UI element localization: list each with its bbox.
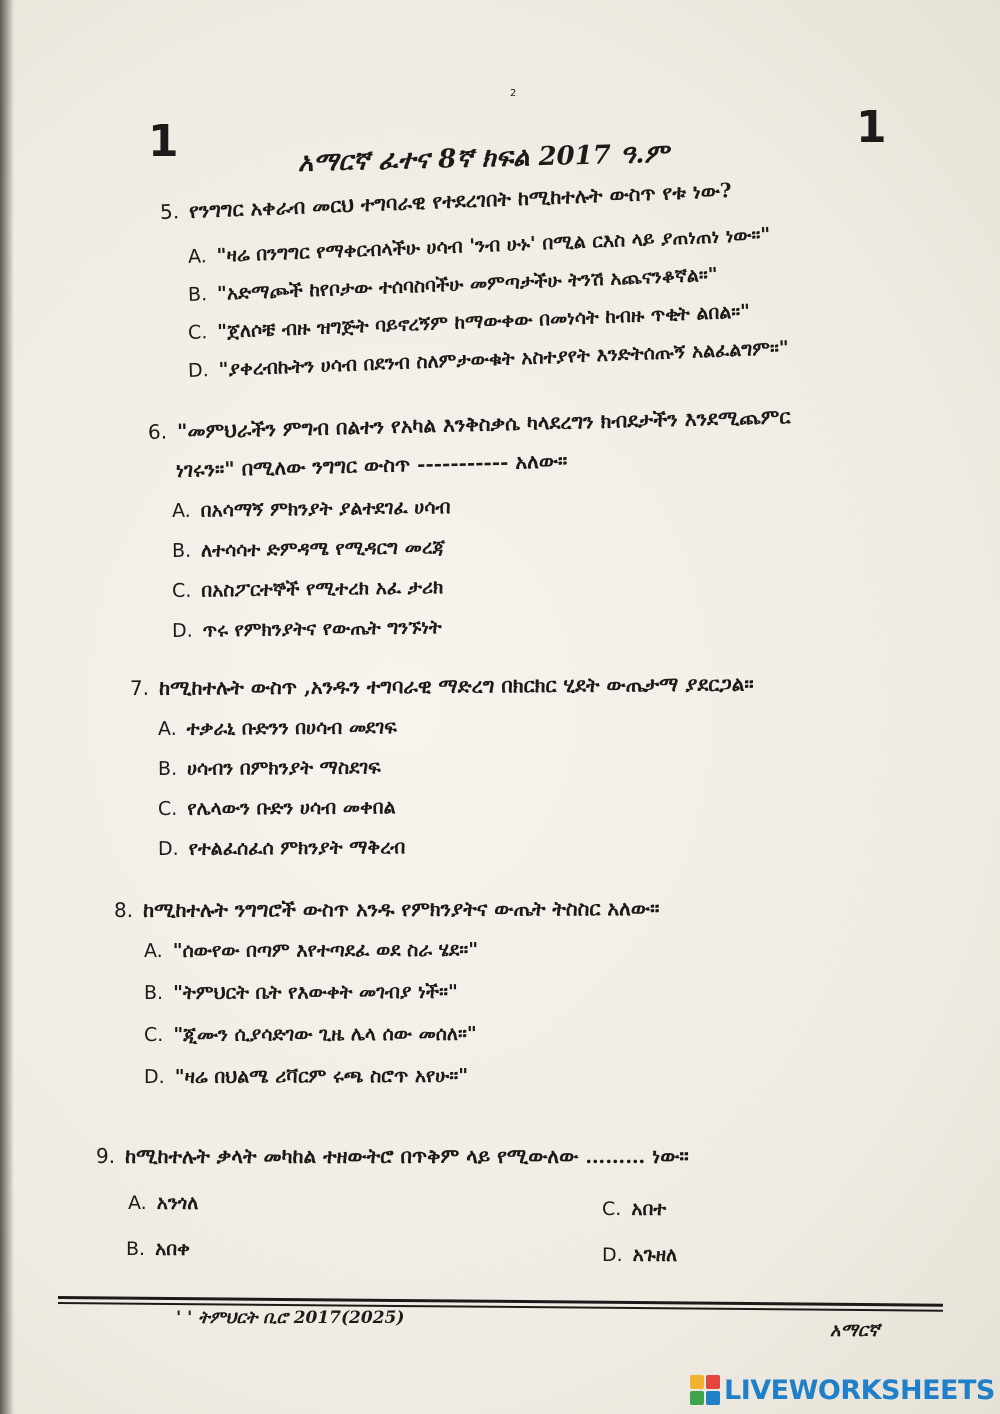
option-text: ለተሳሳተ ድምዳሜ የሚዳርግ መረጃ [200, 536, 446, 562]
page-mark-right: 1 [856, 102, 887, 153]
option-text: ሀሳብን በምክንያት ማስደገፍ [187, 756, 381, 780]
option-9a[interactable] [128, 1192, 198, 1214]
liveworksheets-logo-icon [690, 1375, 720, 1405]
option-text: አበተ [631, 1198, 667, 1220]
question-number: 6. [147, 419, 168, 444]
option-label: A. [171, 499, 191, 522]
option-label: C. [143, 1023, 164, 1046]
option-7a[interactable] [158, 716, 397, 740]
option-6c[interactable] [172, 576, 444, 602]
option-6b[interactable] [172, 536, 445, 562]
option-7b[interactable] [158, 756, 381, 780]
footer-right: አማርኛ [830, 1320, 880, 1341]
option-label: B. [157, 757, 178, 780]
liveworksheets-watermark [690, 1372, 995, 1408]
option-9d[interactable] [602, 1244, 677, 1266]
option-text: "ዛሬ በንግግር የማቀርብላችሁ ሀሳብ 'ንብ ሁኑ' በሚል ርእስ ላይ ያጠነጠነ ነው።" [216, 223, 771, 267]
option-label: D. [171, 619, 193, 642]
option-text: አጉዘለ [632, 1244, 678, 1266]
question-text: "መምህራችን ምግብ በልተን የአካል እንቅስቃሴ ካላደረግን ክብደታችን እንደሚጨምር [176, 404, 791, 444]
option-text: አበቀ [155, 1238, 190, 1260]
question-number: 5. [159, 199, 180, 224]
option-text: "ዛሬ በህልሜ ሪቫርም ሩጫ ስሮጥ አየሁ።" [174, 1064, 469, 1088]
small-page-number: 2 [510, 88, 517, 99]
question-number: 8. [113, 897, 134, 922]
question-text: የንግግር አቀራብ መርህ ተግባራዊ የተደረገበት ከሚከተሉት ውስጥ የቱ ነው? [188, 178, 733, 223]
option-text: "አድማጮች ከየቦታው ተሰባስባችሁ መምጣታችሁ ትንሽ አጨናንቆኛል።" [216, 263, 719, 305]
question-6-line2: ነገሩን።" በሚለው ንግግር ውስጥ ----------- አለው። [175, 448, 568, 482]
option-label: C. [187, 321, 208, 344]
question-9 [96, 1144, 689, 1168]
option-text: የሌላውን ቡድን ሀሳብ መቀበል [187, 796, 396, 820]
option-6d[interactable] [172, 616, 442, 642]
option-label: D. [157, 837, 179, 860]
exam-title: አማርኛ ፈተና 8ኛ ክፍል 2017 ዓ.ም [297, 138, 669, 178]
option-8a[interactable] [144, 939, 478, 962]
liveworksheets-text: LIVEWORKSHEETS [724, 1374, 995, 1406]
option-6a[interactable] [172, 496, 451, 522]
option-label: C. [602, 1198, 622, 1220]
question-7 [130, 672, 754, 700]
option-text: በአሳማኝ ምክንያት ያልተደገፈ ሀሳብ [200, 496, 451, 522]
option-label: C. [157, 797, 178, 820]
question-text: ከሚከተሉት ቃላት መካከል ተዘውትሮ በጥቅም ላይ የሚውለው ……… ነው። [125, 1144, 689, 1168]
option-text: "ያቀረብኩትን ሀሳብ በደንብ ስለምታውቁት አስተያየት እንድትሰጡኝ አልፈልግም።" [218, 336, 790, 381]
option-8d[interactable] [144, 1065, 468, 1088]
option-label: A. [128, 1192, 147, 1214]
option-label: B. [171, 539, 192, 562]
question-8 [114, 896, 659, 922]
question-number: 7. [129, 675, 150, 700]
option-7d[interactable] [158, 836, 406, 860]
page-mark-left: 1 [148, 116, 179, 167]
option-label: B. [187, 283, 208, 306]
option-label: D. [143, 1065, 165, 1088]
option-text: ጥሩ የምክንያትና የውጤት ግንኙነት [202, 616, 442, 642]
option-label: B. [143, 981, 164, 1004]
option-label: A. [143, 939, 163, 962]
option-label: D. [187, 359, 210, 382]
option-label: A. [187, 245, 208, 268]
option-label: C. [171, 579, 192, 602]
option-label: B. [126, 1238, 146, 1260]
option-text: የተልፈሰፈሰ ምክንያት ማቅረብ [188, 836, 406, 860]
option-7c[interactable] [158, 796, 396, 820]
question-text: ከሚከተሉት ንግግሮች ውስጥ አንዱ የምክንያትና ውጤት ትስስር አለው። [143, 896, 660, 922]
option-8b[interactable] [144, 981, 458, 1004]
option-text: "ጂሙን ሲያሳድገው ጊዜ ሌላ ሰው መሰለ።" [173, 1022, 477, 1046]
question-number: 9. [96, 1144, 116, 1168]
option-text: በአስፖርተኞች የሚተረክ አፈ ታሪክ [201, 576, 444, 602]
scan-edge-shadow [0, 0, 14, 1414]
option-9c[interactable] [602, 1198, 666, 1220]
option-text: "ጀለሶቼ ብዙ ዝግጅት ባይኖረኝም ከማውቀው በመነሳት ከብዙ ጥቂት ልበል።" [216, 300, 751, 343]
option-label: A. [157, 717, 177, 740]
footer-left: ' ' ትምህርት ቢሮ 2017(2025) [176, 1308, 405, 1328]
option-9b[interactable] [126, 1238, 190, 1260]
option-text: አንጎለ [156, 1192, 199, 1214]
option-label: D. [602, 1244, 623, 1266]
option-text: "ሰውየው በጣም እየተጣደፈ ወደ ስራ ሄደ።" [172, 938, 479, 962]
question-text: ከሚከተሉት ውስጥ ,አንዱን ተግባራዊ ማድረግ በክርክር ሂደት ውጤታማ ያደርጋል። [159, 671, 754, 700]
option-text: "ትምህርት ቤት የእውቀት መገብያ ነች።" [173, 980, 458, 1004]
option-8c[interactable] [144, 1023, 477, 1046]
option-text: ተቃራኒ ቡድንን በሀሳብ መደገፍ [186, 716, 397, 740]
